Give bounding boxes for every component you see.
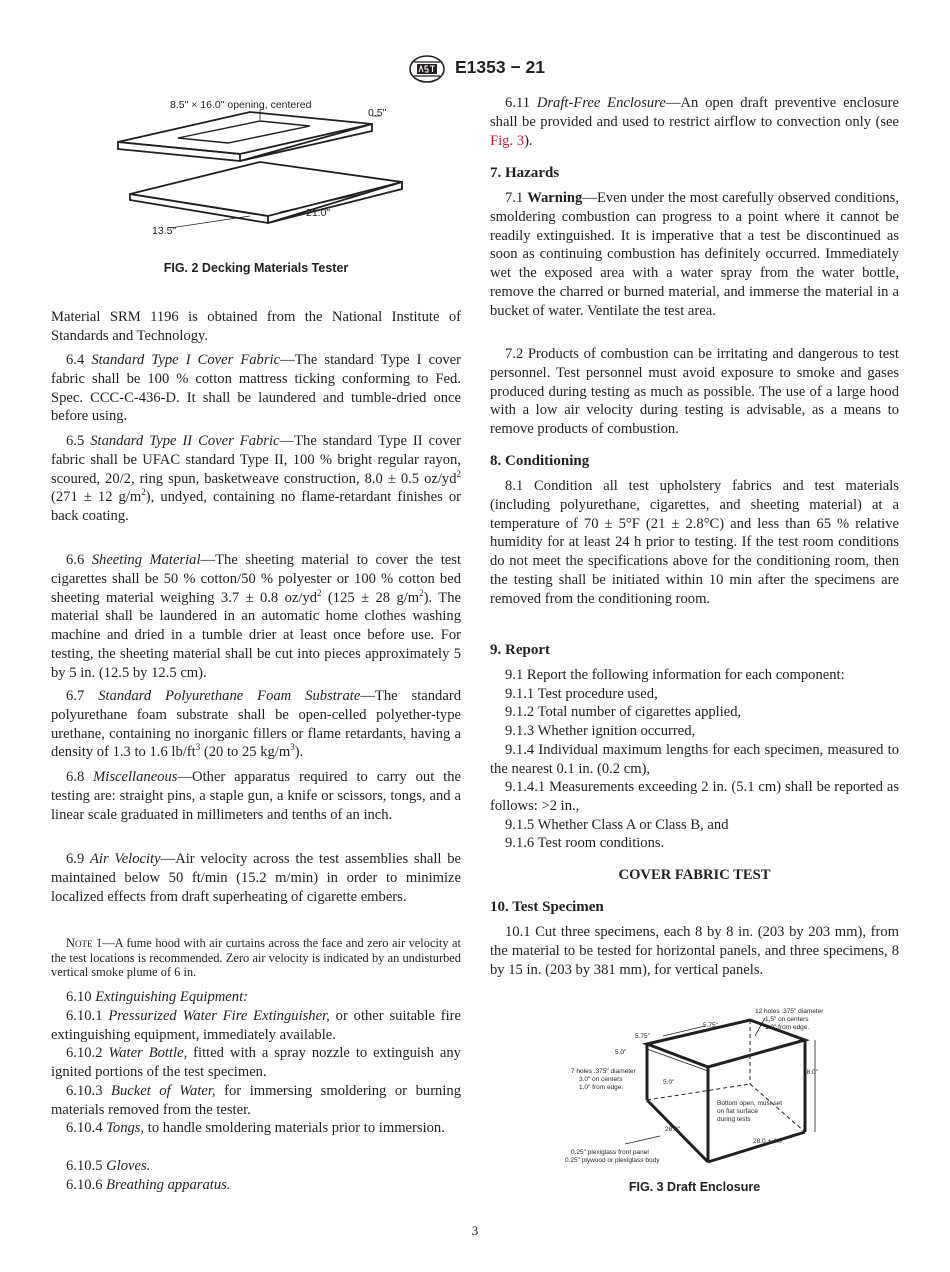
fig3-holes-top: 12 holes .375" diameter <box>755 1008 824 1015</box>
body: —Other apparatus required to carry out the testing are: straight pins, a staple gun, a knife or scissors, tongs, and a linear scale graduated in millimeters and tenths of an inch. <box>51 769 461 823</box>
fig-3-link[interactable]: Fig. 3 <box>490 132 525 149</box>
section-6-8 <box>51 768 461 824</box>
fig2-width-label: 13.5" <box>152 225 177 237</box>
body-b: ). <box>524 132 533 149</box>
fig3-bottom-3: during tests <box>717 1116 751 1123</box>
body: fitted with a spray nozzle to extinguish any ignited portions of the test specimen. <box>51 1045 461 1080</box>
section-8-1: 8.1 Condition all test upholstery fabrics and test materials (including polyurethane, cigarettes, and sheeting material) at a temperature of 70 ± 5°F (21 ± 2.8°C) and less than 65 % relative humidity for at least 24 h prior to testing. If the test room conditions do not meet the specifications above for the conditioning room, then the testing shall be initiated within 10 min after the specimens are removed from the conditioning room. <box>490 478 899 607</box>
paragraph-srm: Material SRM 1196 is obtained from the National Institute of Standards and Technology. <box>51 309 461 344</box>
warning-label: Warning <box>527 190 583 206</box>
body-c: ). The material shall be laundered in an automatic home clothes washing machine and dried in a tumble drier at least once before use. For testing, the sheeting material shall be cut into pieces approximately 5 by 5 in. (12.5 by 12.5 cm). <box>51 589 461 681</box>
section-6-7: 6.7 Standard Polyurethane Foam Substrate—The standard polyurethane foam substrate shall be open-celled polyether-type urethane, containing no inorganic fillers or flame retardants, having a density of 1.3 to 1.6 $lb/ft^3$ (20 to 25 $kg/m^3$). <box>51 688 461 761</box>
title: Extinguishing Equipment: <box>95 989 248 1005</box>
body-a: —The standard Type II cover fabric shall be UFAC standard Type II, 100 % bright regular rayon, scoured, 20/2, ring spun, basketweave construction, 8.0 ± 0.5 oz/yd <box>51 433 462 487</box>
section-10-1: 10.1 Cut three specimens, each 8 by 8 in. (203 by 203 mm), from the material to be tested for horizontal panels, and three specimens, 8 by 15 in. (203 by 381 mm), for vertical panels. <box>490 924 899 978</box>
title: Standard Polyurethane Foam Substrate <box>98 688 361 704</box>
decking-tester-drawing <box>110 94 410 244</box>
body: —Air velocity across the test assemblies shall be maintained below 50 ft/min (15.2 m/min) in order to minimize localized effects from draft superheating of cigarette embers. <box>51 851 461 905</box>
number: 6.11 <box>505 95 537 111</box>
title: Gloves. <box>106 1158 151 1174</box>
title: Air Velocity <box>90 851 161 867</box>
fig3-dim-575a: 5.75" <box>703 1022 718 1029</box>
fig2-length-label: 21.0" <box>306 207 331 219</box>
section-6-9 <box>51 850 461 906</box>
heading-10-test-specimen: 10. Test Specimen <box>490 899 604 915</box>
body-a: —An open draft preventive enclosure shall be provided and used to restrict airflow to convection only (see <box>490 95 899 130</box>
number: 6.5 <box>66 433 91 449</box>
section-cover-fabric-test: COVER FABRIC TEST <box>618 867 771 883</box>
section-6-10-2 <box>51 1044 461 1082</box>
page-number: 3 <box>471 1223 479 1238</box>
number: 6.10.1 <box>66 1008 109 1024</box>
heading-8-conditioning: 8. Conditioning <box>490 453 590 469</box>
section-9-1-2: 9.1.2 Total number of cigarettes applied, <box>505 704 742 720</box>
body-c: ), undyed, containing no flame-retardant finishes or back coating. <box>51 489 461 525</box>
title: Pressurized Water Fire Extinguisher, <box>108 1008 330 1024</box>
title: Sheeting Material <box>91 552 201 568</box>
number: 6.10.6 <box>66 1177 107 1193</box>
section-6-10-6 <box>51 1176 461 1195</box>
title: Bucket of Water, <box>111 1083 216 1099</box>
number: 6.7 <box>66 688 99 704</box>
title: Breathing apparatus. <box>106 1177 231 1193</box>
number: 6.10.3 <box>66 1083 112 1099</box>
title: Miscellaneous <box>93 769 178 785</box>
section-6-10-5 <box>51 1157 461 1176</box>
section-6-6: 6.6 Sheeting Material—The sheeting material to cover the test cigarettes shall be 50 % cotton/50 % polyester or 100 % cotton bed sheeting material weighing 3.7 ± 0.8 $oz/yd^2$ (125 ± 28 $g/m^2$). The material shall be laundered in an automatic home clothes washing machine and dried in a tumble drier at least once before use. For testing, the sheeting material shall be cut into pieces approximately 5 by 5 in. (12.5 by 12.5 cm). <box>51 552 461 681</box>
body-b: (271 ± 12 g/m <box>51 489 142 506</box>
fig3-height: 18.0" <box>803 1069 818 1076</box>
section-9-1-4-1: 9.1.4.1 Measurements exceeding 2 in. (5.1 cm) shall be reported as follows: >2 in., <box>490 779 899 814</box>
fig3-dim-50a: 5.0" <box>615 1049 627 1056</box>
section-6-11 <box>490 94 899 150</box>
number: 6.4 <box>66 352 92 368</box>
section-6-4 <box>51 351 461 426</box>
title: Standard Type II Cover Fabric <box>90 433 280 449</box>
number: 7.1 <box>505 190 528 206</box>
body: to handle smoldering materials prior to immersion. <box>144 1120 445 1136</box>
fig3-holes-side: 7 holes .375" diameter <box>571 1068 636 1075</box>
fig3-dim-50b: 5.0" <box>663 1079 675 1086</box>
number: 6.10.2 <box>66 1045 109 1061</box>
astm-logo-icon <box>408 54 446 84</box>
body: for immersing smoldering or burning materials removed from the tester. <box>51 1083 461 1118</box>
body-b: (20 to 25 kg/m <box>200 744 291 761</box>
body-a: —The sheeting material to cover the test cigarettes shall be 50 % cotton/50 % polyester or 100 % cotton bed sheeting material weighing 3.7 ± 0.8 oz/yd <box>51 552 461 606</box>
number: 6.6 <box>66 552 92 568</box>
fig3-holes-side-2: 3.0" on centers <box>579 1076 623 1083</box>
number: 6.10 <box>66 989 96 1005</box>
body-b: (125 ± 28 g/m <box>321 589 420 606</box>
figure-2-decking-tester <box>110 94 410 244</box>
page-header <box>0 52 950 86</box>
heading-9-report: 9. Report <box>490 642 550 658</box>
standard-code: E1353 − 21 <box>455 57 546 77</box>
section-6-10-4 <box>51 1119 461 1138</box>
fig2-thickness-label: 0.5" <box>368 107 387 119</box>
section-6-5: 6.5 Standard Type II Cover Fabric—The standard Type II cover fabric shall be UFAC standard Type II, 100 % bright regular rayon, scoured, 20/2, ring spun, basketweave construction, 8.0 ± 0.5 $oz/yd^2$ (271 ± 12 $g/m^2$), undyed, containing no flame-retardant finishes or back coating. <box>51 433 462 525</box>
section-9-1-1: 9.1.1 Test procedure used, <box>505 686 658 702</box>
draft-enclosure-drawing <box>565 1004 835 1174</box>
title: Tongs, <box>106 1120 145 1136</box>
title: Standard Type I Cover Fabric <box>91 352 281 368</box>
section-6-10-3 <box>51 1082 461 1120</box>
figure-2-caption: FIG. 2 Decking Materials Tester <box>163 261 349 275</box>
heading-7-hazards: 7. Hazards <box>490 165 560 181</box>
figure-3-draft-enclosure <box>565 1004 835 1174</box>
body: or other suitable fire extinguishing equipment, immediately available. <box>51 1008 461 1043</box>
fig3-dim-280: 28.0" <box>665 1126 680 1133</box>
section-9-1-6: 9.1.6 Test room conditions. <box>505 835 665 851</box>
fig3-bottom: Bottom open, must set <box>717 1100 783 1107</box>
figure-3-caption: FIG. 3 Draft Enclosure <box>628 1180 761 1194</box>
section-7-2: 7.2 Products of combustion can be irritating and dangerous to test personnel. Test personnel must avoid exposure to smoke and gases produced during testing as much as possible. The use of a large hood with a low air velocity during testing is advisable, as a means to remove products of combustion. <box>490 346 899 438</box>
number: 6.10.4 <box>66 1120 107 1136</box>
section-6-10 <box>51 988 461 1007</box>
fig3-dim-575b: 5.75" <box>635 1033 650 1040</box>
number: 6.9 <box>66 851 90 867</box>
number: 6.10.5 <box>66 1158 107 1174</box>
note-label: Note 1 <box>66 936 103 950</box>
fig3-panel: 0.25" plexiglass front panel <box>571 1149 649 1156</box>
section-6-10-1 <box>51 1007 461 1045</box>
fig3-holes-top-3: 1.0" from edge. <box>765 1024 810 1031</box>
section-9-1: 9.1 Report the following information for each component: <box>505 667 845 683</box>
note-1 <box>51 936 461 980</box>
section-9-1-4: 9.1.4 Individual maximum lengths for each specimen, measured to the nearest 0.1 in. (0.2 cm), <box>490 742 899 777</box>
fig3-holes-side-3: 1.0" from edge. <box>579 1084 624 1091</box>
fig3-dim-280b: 28.0 ± 4.0" <box>753 1138 785 1145</box>
section-9-1-3: 9.1.3 Whether ignition occurred, <box>505 723 696 739</box>
title: Water Bottle, <box>108 1045 188 1061</box>
fig3-panel-2: 0.25" plywood or plexiglass body <box>565 1157 660 1164</box>
body: —Even under the most carefully observed conditions, smoldering combustion can progress to a point where it cannot be readily extinguished. It is imperative that a test be discontinued as soon as continuing combustion has definitely occurred. Immediately wet the exposed area with a water spray from the water bottle, remove the charred or burned material, and immerse the material in a bucket of water. Ventilate the test area. <box>490 190 899 319</box>
section-7-1 <box>490 189 899 321</box>
body-a: —The standard polyurethane foam substrate shall be open-celled polyether-type urethane, containing no inorganic fillers or flame retardants, having a density of 1.3 to 1.6 lb/ft <box>51 688 461 761</box>
fig3-bottom-2: on flat surface <box>717 1108 758 1115</box>
body: —The standard Type I cover fabric shall be 100 % cotton mattress ticking conforming to Fed. Spec. CCC-C-436-D. It shall be laundered and tumble-dried once before using. <box>51 352 461 425</box>
fig3-holes-top-2: 1.5" on centers <box>765 1016 809 1023</box>
body-c: ). <box>294 744 304 761</box>
note-body: —A fume hood with air curtains across the face and zero air velocity at the test locations is recommended. Zero air velocity is indicated by an undisturbed vertical smoke plume of 6 in. <box>51 936 461 980</box>
section-9-1-5: 9.1.5 Whether Class A or Class B, and <box>505 817 729 833</box>
number: 6.8 <box>66 769 94 785</box>
fig2-opening-label: 8.5" × 16.0" opening, centered <box>170 99 312 111</box>
title: Draft-Free Enclosure <box>536 95 666 111</box>
